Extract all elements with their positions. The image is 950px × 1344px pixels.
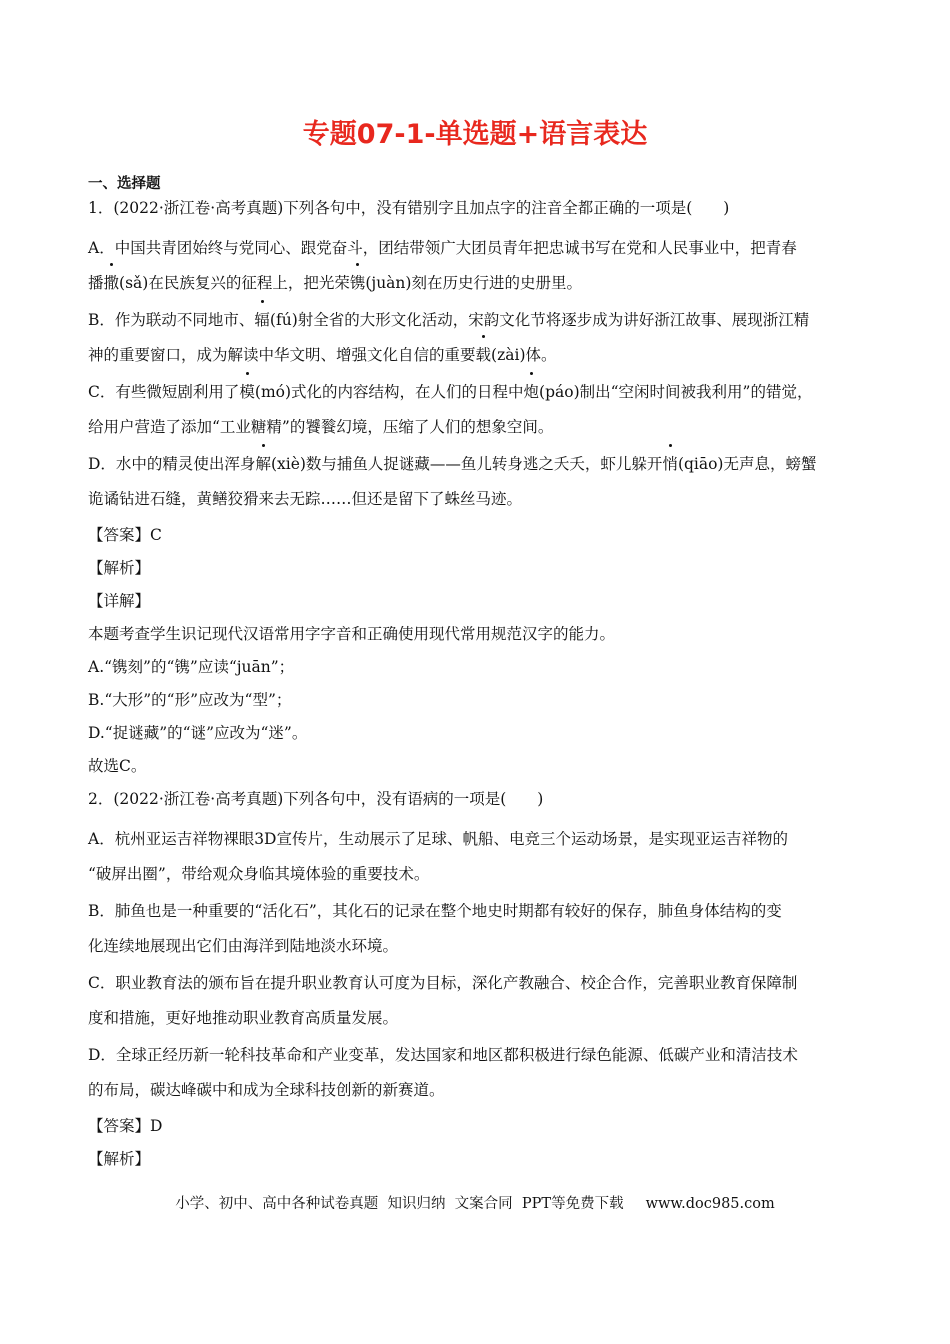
option-c-line-2: 度和措施，更好地推动职业教育高质量发展。 [88, 1009, 399, 1027]
question-1-option-b [88, 303, 868, 373]
option-a-line-1: A．杭州亚运吉祥物裸眼3D宣传片，生动展示了足球、帆船、电竞三个运动场景，是实现亚运吉祥物的 [88, 830, 788, 848]
option-d-line-1: D．全球正经历新一轮科技革命和产业变革，发达国家和地区都积极进行绿色能源、低碳产业和清洁技术 [88, 1046, 798, 1064]
option-b-line-1: B．肺鱼也是一种重要的“活化石”，其化石的记录在整个地史时期都有较好的保存，肺鱼身体结构的变 [88, 902, 782, 920]
page-title: 专题07-1-单选题+语言表达 [302, 119, 648, 150]
text-fragment: (sǎ)在民族复兴的征程上，把光荣 [119, 274, 350, 292]
explain-line: B.“大形”的“形”应改为“型”； [88, 691, 292, 709]
option-d-line-2: 诡谲钻进石缝，黄鳝狡猾来去无踪……但还是留下了蛛丝马迹。 [88, 490, 523, 508]
page-footer [0, 1192, 950, 1213]
document-body [88, 174, 868, 1182]
option-c-line-1 [88, 375, 868, 410]
question-1-option-d [88, 447, 868, 517]
text-fragment: (páo)制出“空闲时间被我利用”的错觉， [539, 383, 813, 401]
option-c-line-1: C．职业教育法的颁布旨在提升职业教育认可度为目标，深化产教融合、校企合作，完善职业教育保障制 [88, 974, 798, 992]
dotted-char: 模 [239, 375, 255, 410]
question-2-analysis-label: 【解析】 [88, 1150, 151, 1168]
footer-text: 小学、初中、高中各种试卷真题 知识归纳 文案合同 PPT等免费下载 [175, 1196, 624, 1212]
option-d-line-1 [88, 447, 868, 482]
question-2-answer: 【答案】D [88, 1117, 163, 1135]
text-fragment: (fú)射全省的大形文化活动，宋韵文化节将逐步成为讲好浙江故事、展现浙江精 [269, 311, 810, 329]
question-1-option-a [88, 231, 868, 301]
dotted-char: 解 [255, 447, 271, 482]
text-fragment: 播 [88, 274, 104, 292]
question-2-option-b [88, 894, 868, 964]
question-1-option-c [88, 375, 868, 445]
question-1-stem: 1．(2022·浙江卷·高考真题)下列各句中，没有错别字且加点字的注音全都正确的一项是( ) [88, 199, 730, 217]
option-d-line-2: 的布局，碳达峰碳中和成为全球科技创新的新赛道。 [88, 1081, 445, 1099]
dotted-char: 辐 [254, 303, 270, 338]
option-c-line-2: 给用户营造了添加“工业糖精”的饕餮幻境，压缩了人们的想象空间。 [88, 418, 554, 436]
explain-line: 故选C。 [88, 757, 147, 775]
question-1-answer: 【答案】C [88, 526, 162, 544]
question-2-option-d [88, 1038, 868, 1108]
option-b-line-1 [88, 303, 868, 338]
question-2-option-c [88, 966, 868, 1036]
dotted-char: 悄 [662, 447, 678, 482]
section-heading: 一、选择题 [88, 176, 161, 192]
footer-site-link[interactable]: www.doc985.com [645, 1196, 775, 1212]
explain-line: A.“镌刻”的“镌”应读“juān”； [88, 658, 295, 676]
text-fragment: (xiè)数与捕鱼人捉谜藏——鱼儿转身逃之夭夭，虾儿躲开 [270, 455, 663, 473]
question-2-option-a [88, 822, 868, 892]
dotted-char: 撒 [104, 266, 120, 301]
dotted-char: 炮 [524, 375, 540, 410]
text-fragment: (mó)式化的内容结构，在人们的日程中 [254, 383, 524, 401]
text-fragment: C．有些微短剧利用了 [88, 383, 240, 401]
option-a-line-2 [88, 266, 868, 301]
dotted-char: 镌 [350, 266, 366, 301]
explain-line: D.“捉谜藏”的“谜”应改为“迷”。 [88, 724, 308, 742]
option-b-line-2 [88, 338, 868, 373]
explain-line: 本题考查学生识记现代汉语常用字字音和正确使用现代常用规范汉字的能力。 [88, 625, 616, 643]
text-fragment: (zài)体。 [491, 346, 557, 364]
question-2-stem: 2．(2022·浙江卷·高考真题)下列各句中，没有语病的一项是( ) [88, 790, 544, 808]
option-a-line-2: “破屏出圈”，带给观众身临其境体验的重要技术。 [88, 865, 430, 883]
question-1-analysis-label: 【解析】 [88, 559, 151, 577]
text-fragment: (juàn)刻在历史行进的史册里。 [365, 274, 582, 292]
text-fragment: D．水中的精灵使出浑身 [88, 455, 256, 473]
option-b-line-2: 化连续地展现出它们由海洋到陆地淡水环境。 [88, 937, 399, 955]
text-fragment: (qiāo)无声息，螃蟹 [677, 455, 817, 473]
option-a-line-1: A．中国共青团始终与党同心、跟党奋斗，团结带领广大团员青年把忠诚书写在党和人民事业中，把青春 [88, 239, 797, 257]
question-1-detail-label: 【详解】 [88, 592, 151, 610]
text-fragment: B．作为联动不同地市、 [88, 311, 255, 329]
dotted-char: 载 [476, 338, 492, 373]
text-fragment: 神的重要窗口，成为解读中华文明、增强文化自信的重要 [88, 346, 476, 364]
